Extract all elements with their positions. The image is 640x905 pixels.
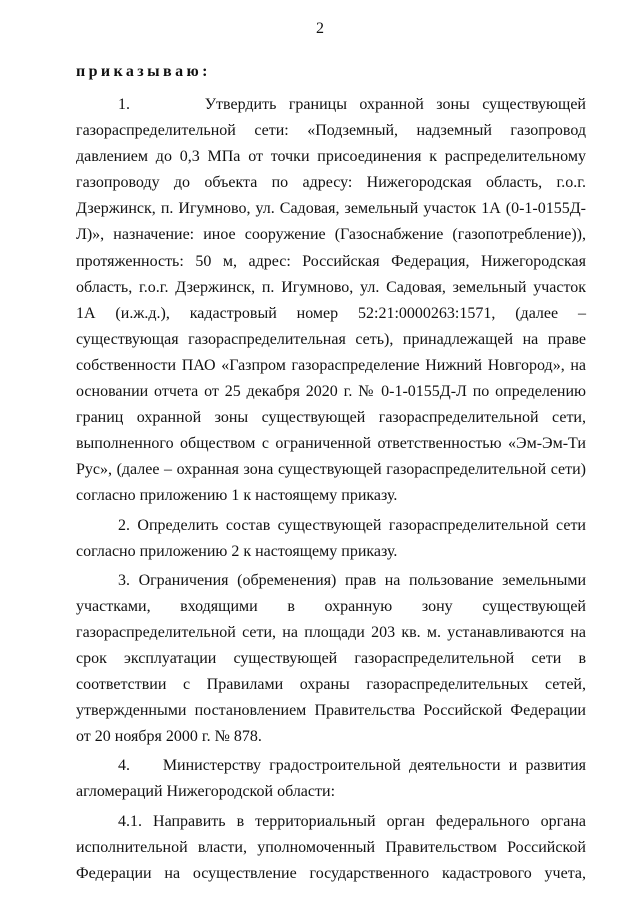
document-body — [76, 92, 586, 887]
paragraph-2: 2. Определить состав существующей газораспределительной сети согласно приложению 2 к настоящему приказу. — [76, 516, 586, 560]
paragraph-4: 4. Министерству градостроительной деятельности и развития агломераций Нижегородской области: — [76, 757, 586, 801]
paragraph-3: 3. Ограничения (обременения) прав на пользование земельными участками, входящими в охранную зону существующей газораспределительной сети, на площади 203 кв. м. устанавливаются на срок эксплуатации существующей газораспределительной сети в соответствии с Правилами охраны газораспределительных сетей, утвержденными постановлением Правительства Российской Федерации от 20 ноября 2000 г. № 878. — [76, 571, 586, 746]
order-heading: приказываю: — [76, 63, 211, 80]
paragraph-1: 1. Утвердить границы охранной зоны существующей газораспределительной сети: «Подземный, надземный газопровод давлением до 0,3 МПа от точки присоединения к распределительному газопроводу до объекта по адресу: Нижегородская область, г.о.г. Дзержинск, п. Игумново, ул. Садовая, земельный участок 1А (0-1-0155Д-Л)», назначение: иное сооружение (Газоснабжение (газопотребление)), протяженность: 50 м, адрес: Российская Федерация, Нижегородская область, г.о.г. Дзержинск, п. Игумново, ул. Садовая, земельный участок 1А (и.ж.д.), кадастровый номер 52:21:0000263:1571, (далее – существующая газораспределительная сеть), принадлежащей на праве собственности ПАО «Газпром газораспределение Нижний Новгород», на основании отчета от 25 декабря 2020 г. № 0-1-0155Д-Л по определению границ охранной зоны существующей газораспределительной сети, выполненного обществом с ограниченной ответственностью «Эм-Эм-Ти Рус», (далее – охранная зона существующей газораспределительной сети) согласно приложению 1 к настоящему приказу. — [76, 96, 586, 505]
paragraph-4-1: 4.1. Направить в территориальный орган федерального органа исполнительной власти, уполномоченный Правительством Российской Федерации на осуществление государственного кадастрового учета, — [76, 812, 586, 882]
page-number: 2 — [316, 20, 324, 37]
